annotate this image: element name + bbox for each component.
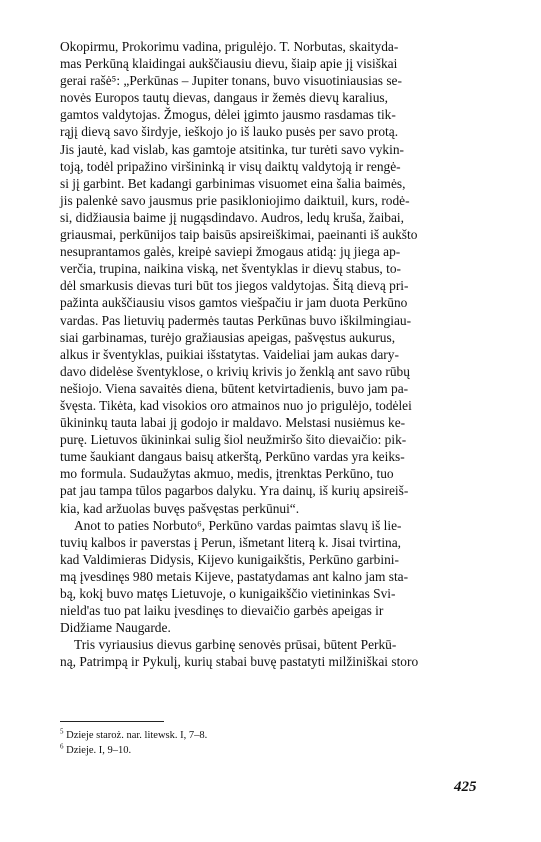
footnote-5 bbox=[60, 728, 486, 743]
text-line: nešiojo. Viena savaitės diena, būtent ketvirtadienis, buvo jam pa- bbox=[60, 380, 409, 396]
text-line: dėl smarkusis dievas turi būt tos jiegos valdytojas. Šitą dievą pri- bbox=[60, 278, 409, 294]
footnote-text: Dzieje staroż. nar. litewsk. I, 7–8. bbox=[66, 730, 208, 741]
text-line: Didžiame Naugarde. bbox=[60, 620, 171, 636]
text-line: mo formula. Sudaužytas akmuo, medis, įtrenktas Perkūno, tuo bbox=[60, 466, 394, 482]
text-line: mas Perkūną klaidingai aukščiausiu dievu, šiaip apie jį visiškai bbox=[60, 56, 398, 72]
text-line: novės Europos tautų dievas, dangaus ir žemės dievų karalius, bbox=[60, 90, 388, 106]
text-line: jis palenkė savo jausmus prie pasikloniojimo daiktuil, kurs, rodė- bbox=[60, 192, 410, 208]
text-line: ną, Patrimpą ir Pykulį, kurių stabai buvę pastatyti milžiniškai storo bbox=[60, 654, 419, 670]
text-line: kia, kad aržuolas buvęs pašvęstas perkūnui“. bbox=[60, 500, 300, 516]
text-line: bą, kokį buvo matęs Lietuvoje, o kunigaikščio vietininkas Svi- bbox=[60, 586, 396, 601]
footnotes bbox=[60, 728, 486, 758]
text-line: gamtos valdytojas. Žmogus, dėlei įgimto jausmo rasdamas tik- bbox=[60, 107, 396, 123]
text-line: griausmai, perkūnijos taip baisūs apsireiškimai, paeinanti iš aukšto bbox=[60, 227, 418, 243]
paragraph-3 bbox=[60, 636, 486, 670]
text-line: mą įvesdinęs 980 metais Kijeve, pastatydamas ant kalno jam sta- bbox=[60, 568, 409, 584]
text-line: kad Valdimieras Didysis, Kijevo kunigaikštis, Perkūno garbini- bbox=[60, 551, 399, 567]
text-line: švęsta. Tikėta, kad visokios oro atmainos nuo jo prigulėjo, todėlei bbox=[60, 397, 412, 413]
text-line: toją, todėl pripažino viršininką ir visų daiktų valdytoją ir rengė- bbox=[60, 158, 401, 174]
footnote-text: Dzieje. I, 9–10. bbox=[66, 745, 132, 756]
text-line: Jis jautė, kad vislab, kas gamtoje atsitinka, tur turėti savo vykin- bbox=[60, 141, 404, 157]
text-line: tuvių kalbos ir paverstas į Perun, išmetant literą k. Jisai tvirtina, bbox=[60, 534, 402, 550]
page-number: 425 bbox=[454, 779, 477, 795]
text-line: tume šaukiant dangaus baisų atkerštą, Perkūno vardas yra keiks- bbox=[60, 449, 405, 465]
text-line: Anot to paties Norbuto⁶, Perkūno vardas paimtas slavų iš lie- bbox=[74, 517, 402, 533]
text-line: verčia, trupina, naikina viską, net šventyklas ir dievų stabus, to- bbox=[60, 261, 402, 277]
text-line: pažinta aukščiausiu visos gamtos viešpačiu ir jam duota Perkūno bbox=[60, 295, 408, 311]
paragraph-2 bbox=[60, 517, 486, 637]
text-line: purę. Lietuvos ūkininkai sulig šiol neužmiršo šito dievaičio: pik- bbox=[60, 432, 407, 448]
text-line: siai garbinamas, turėjo gražiausias apeigas, pašvęstus aukurus, bbox=[60, 329, 396, 345]
text-line: ūkininkų tauta labai jį godojo ir maldavo. Melstasi nusiėmus ke- bbox=[60, 415, 406, 431]
text-line: si, didžiausia baime jį nugąsdindavo. Audros, ledų kruša, žaibai, bbox=[60, 209, 404, 225]
main-text bbox=[60, 38, 486, 670]
text-line: pat jau tampa tūlos pagarbos dalyku. Yra dainų, iš kurių apsireiš- bbox=[60, 483, 409, 499]
text-line: nesuprantamos galės, kreipė saviepi žmogaus atidą: jų jiega ap- bbox=[60, 244, 401, 260]
text-line: Okopirmu, Prokorimu vadina, prigulėjo. T. Norbutas, skaityda- bbox=[60, 39, 399, 54]
footnote-mark: 5 bbox=[60, 727, 64, 736]
text-line: alkus ir šventyklas, puikiai išstatytas. Vaideliai jam aukas dary- bbox=[60, 346, 399, 362]
text-line: davo didelėse šventyklose, o krivių krivis jo ženklą ant savo rūbų bbox=[60, 363, 410, 379]
footnote-divider bbox=[60, 721, 164, 722]
footnote-6 bbox=[60, 743, 486, 758]
text-line: Tris vyriausius dievus garbinę senovės prūsai, būtent Perkū- bbox=[74, 637, 397, 653]
footnote-mark: 6 bbox=[60, 742, 64, 751]
paragraph-1 bbox=[60, 38, 486, 517]
text-line: nield'as tuo pat laiku įvesdinęs to dievaičio garbės apeigas ir bbox=[60, 603, 384, 619]
text-line: rąjį dievą savo širdyje, ieškojo jo iš lauko pusės per savo protą. bbox=[60, 124, 399, 140]
text-line: vardas. Pas lietuvių padermės tautas Perkūnas buvo iškilmingiau- bbox=[60, 312, 412, 328]
text-line: gerai rašė⁵: „Perkūnas – Jupiter tonans, buvo visuotiniausias se- bbox=[60, 73, 402, 89]
text-line: si jį garbint. Bet kadangi garbinimas visuomet eina šalia baimės, bbox=[60, 175, 406, 191]
